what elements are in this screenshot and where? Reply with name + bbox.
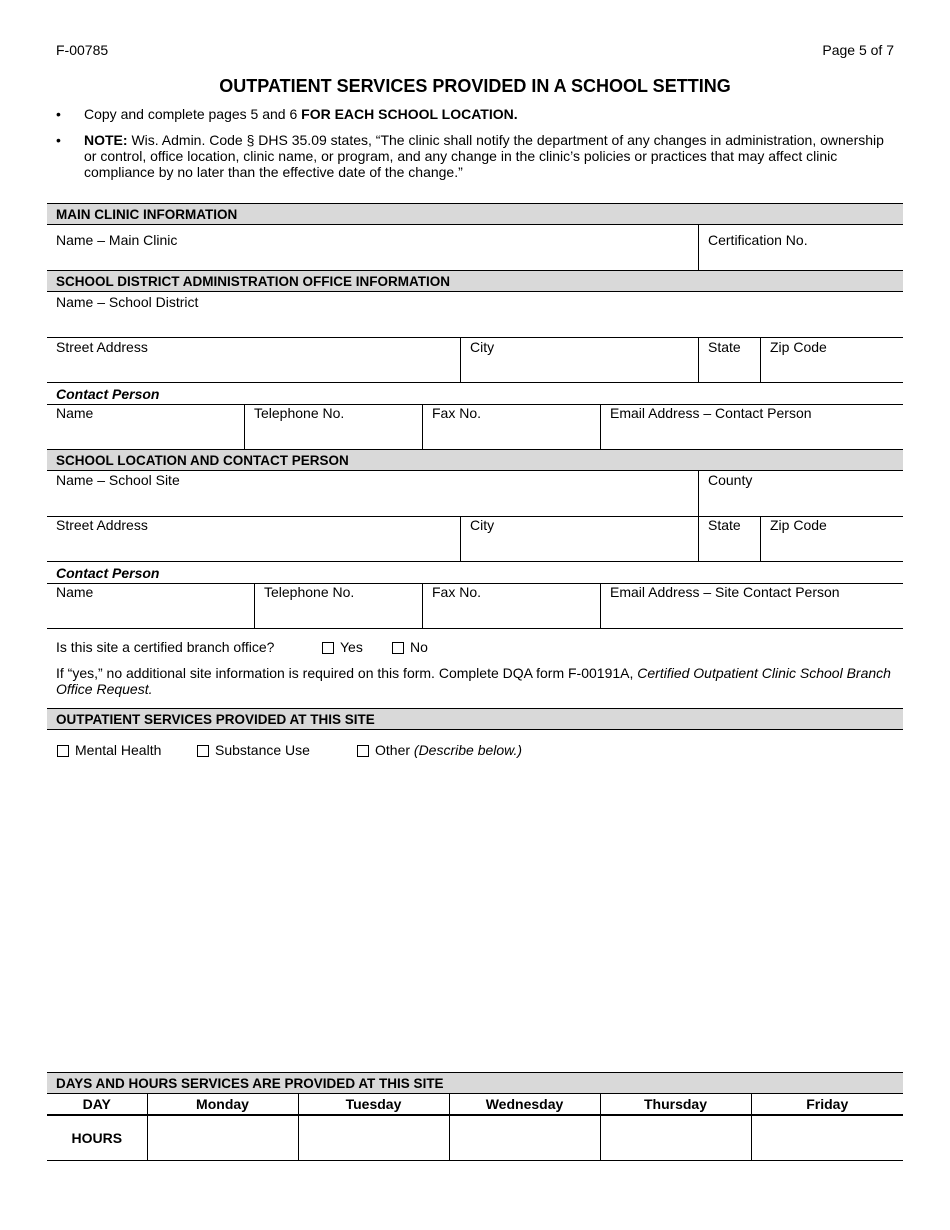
district-contact-name-label: Name	[56, 405, 94, 421]
site-zip-label: Zip Code	[770, 517, 827, 533]
substance-use-option[interactable]	[197, 742, 310, 758]
instruction-copy	[56, 106, 896, 122]
mental-health-label: Mental Health	[75, 742, 162, 758]
day-header-friday: Friday	[751, 1094, 903, 1115]
day-header-tuesday: Tuesday	[298, 1094, 449, 1115]
district-city-field[interactable]	[460, 338, 698, 382]
branch-question: Is this site a certified branch office?	[56, 639, 275, 655]
site-city-field[interactable]	[460, 517, 698, 561]
main-clinic-heading: MAIN CLINIC INFORMATION	[47, 203, 903, 225]
district-city-label: City	[470, 339, 495, 355]
district-email-field[interactable]	[600, 405, 903, 449]
site-fax-label: Fax No.	[432, 584, 482, 600]
district-state-label: State	[708, 339, 741, 355]
mental-health-option[interactable]	[57, 742, 161, 758]
site-phone-field[interactable]	[254, 584, 422, 628]
schedule-table	[47, 1094, 903, 1161]
district-phone-field[interactable]	[244, 405, 422, 449]
branch-yes-label: Yes	[340, 639, 363, 655]
site-state-field[interactable]	[698, 517, 760, 561]
site-contact-row	[47, 584, 903, 629]
main-clinic-name-label: Name – Main Clinic	[56, 232, 178, 248]
site-county-field[interactable]	[698, 471, 903, 516]
hours-monday-field[interactable]	[147, 1115, 298, 1161]
day-header-monday: Monday	[147, 1094, 298, 1115]
district-contact-name-field[interactable]	[47, 405, 244, 449]
certification-number-field[interactable]	[698, 225, 903, 270]
hours-wednesday-field[interactable]	[449, 1115, 600, 1161]
bullet-icon: •	[56, 106, 61, 122]
site-name-field[interactable]	[47, 471, 698, 516]
site-email-label: Email Address – Site Contact Person	[610, 584, 840, 600]
district-state-field[interactable]	[698, 338, 760, 382]
district-fax-label: Fax No.	[432, 405, 482, 421]
note-label: NOTE:	[84, 132, 128, 148]
checkbox-icon[interactable]	[57, 745, 69, 757]
day-column-header: DAY	[47, 1094, 147, 1115]
bullet-icon: •	[56, 132, 61, 148]
site-heading: SCHOOL LOCATION AND CONTACT PERSON	[47, 449, 903, 471]
note-text: Wis. Admin. Code § DHS 35.09 states, “The clinic shall notify the department of any changes in administration, ownership or control, office location, clinic name, or program, and any change in the clinic’s policies or practices that may affect clinic compliance by no later than the effective date of the change.”	[84, 132, 884, 180]
branch-yes-option[interactable]	[322, 639, 363, 655]
page-title: OUTPATIENT SERVICES PROVIDED IN A SCHOOL SETTING	[219, 76, 731, 96]
hours-friday-field[interactable]	[751, 1115, 903, 1161]
site-address-row	[47, 517, 903, 562]
site-email-field[interactable]	[600, 584, 903, 628]
district-phone-label: Telephone No.	[254, 405, 345, 421]
other-label: Other	[375, 742, 414, 758]
district-name-label: Name – School District	[56, 294, 199, 310]
district-heading: SCHOOL DISTRICT ADMINISTRATION OFFICE INFORMATION	[47, 270, 903, 292]
site-fax-field[interactable]	[422, 584, 600, 628]
schedule-hours-row	[47, 1115, 903, 1161]
district-zip-label: Zip Code	[770, 339, 827, 355]
schedule-heading: DAYS AND HOURS SERVICES ARE PROVIDED AT THIS SITE	[47, 1072, 903, 1094]
checkbox-icon[interactable]	[322, 642, 334, 654]
site-state-label: State	[708, 517, 741, 533]
site-county-label: County	[708, 472, 753, 488]
branch-no-label: No	[410, 639, 428, 655]
district-name-row	[47, 292, 903, 338]
district-street-field[interactable]	[47, 338, 460, 382]
other-service-option[interactable]	[357, 742, 522, 758]
day-header-wednesday: Wednesday	[449, 1094, 600, 1115]
instruction-copy-bold: FOR EACH SCHOOL LOCATION.	[301, 106, 518, 122]
day-header-thursday: Thursday	[600, 1094, 751, 1115]
site-name-row	[47, 471, 903, 517]
checkbox-icon[interactable]	[197, 745, 209, 757]
hours-row-label: HOURS	[47, 1115, 147, 1161]
other-services-description-area[interactable]	[47, 768, 903, 1064]
page-indicator: Page 5 of 7	[822, 42, 894, 58]
instruction-note	[56, 132, 896, 180]
checkbox-icon[interactable]	[392, 642, 404, 654]
district-contact-row	[47, 405, 903, 450]
instruction-copy-text: Copy and complete pages 5 and 6	[84, 106, 302, 122]
main-clinic-row	[47, 225, 903, 271]
site-name-label: Name – School Site	[56, 472, 180, 488]
district-email-label: Email Address – Contact Person	[610, 405, 812, 421]
site-contact-name-field[interactable]	[47, 584, 254, 628]
instructions	[56, 106, 896, 190]
schedule-header-row	[47, 1094, 903, 1115]
branch-no-option[interactable]	[392, 639, 428, 655]
district-zip-field[interactable]	[760, 338, 903, 382]
hours-thursday-field[interactable]	[600, 1115, 751, 1161]
district-address-row	[47, 338, 903, 383]
site-phone-label: Telephone No.	[264, 584, 355, 600]
district-street-label: Street Address	[56, 339, 148, 355]
site-zip-field[interactable]	[760, 517, 903, 561]
services-heading: OUTPATIENT SERVICES PROVIDED AT THIS SITE	[47, 708, 903, 730]
district-fax-field[interactable]	[422, 405, 600, 449]
checkbox-icon[interactable]	[357, 745, 369, 757]
certification-number-label: Certification No.	[708, 232, 808, 248]
district-contact-heading: Contact Person	[47, 383, 903, 405]
other-note: (Describe below.)	[413, 742, 523, 758]
district-name-field[interactable]	[47, 292, 903, 337]
hours-tuesday-field[interactable]	[298, 1115, 449, 1161]
site-contact-name-label: Name	[56, 584, 94, 600]
form-number: F-00785	[56, 42, 109, 58]
branch-note-text: If “yes,” no additional site information is required on this form. Complete DQA form F-00191A,	[56, 665, 638, 681]
branch-note-form-title: Certified Outpatient Clinic School Branch Office Request.	[56, 665, 891, 697]
site-street-label: Street Address	[56, 517, 148, 533]
site-city-label: City	[470, 517, 495, 533]
main-clinic-name-field[interactable]	[47, 225, 698, 270]
substance-use-label: Substance Use	[215, 742, 310, 758]
site-contact-heading: Contact Person	[47, 562, 903, 584]
site-street-field[interactable]	[47, 517, 460, 561]
branch-note	[56, 665, 901, 697]
